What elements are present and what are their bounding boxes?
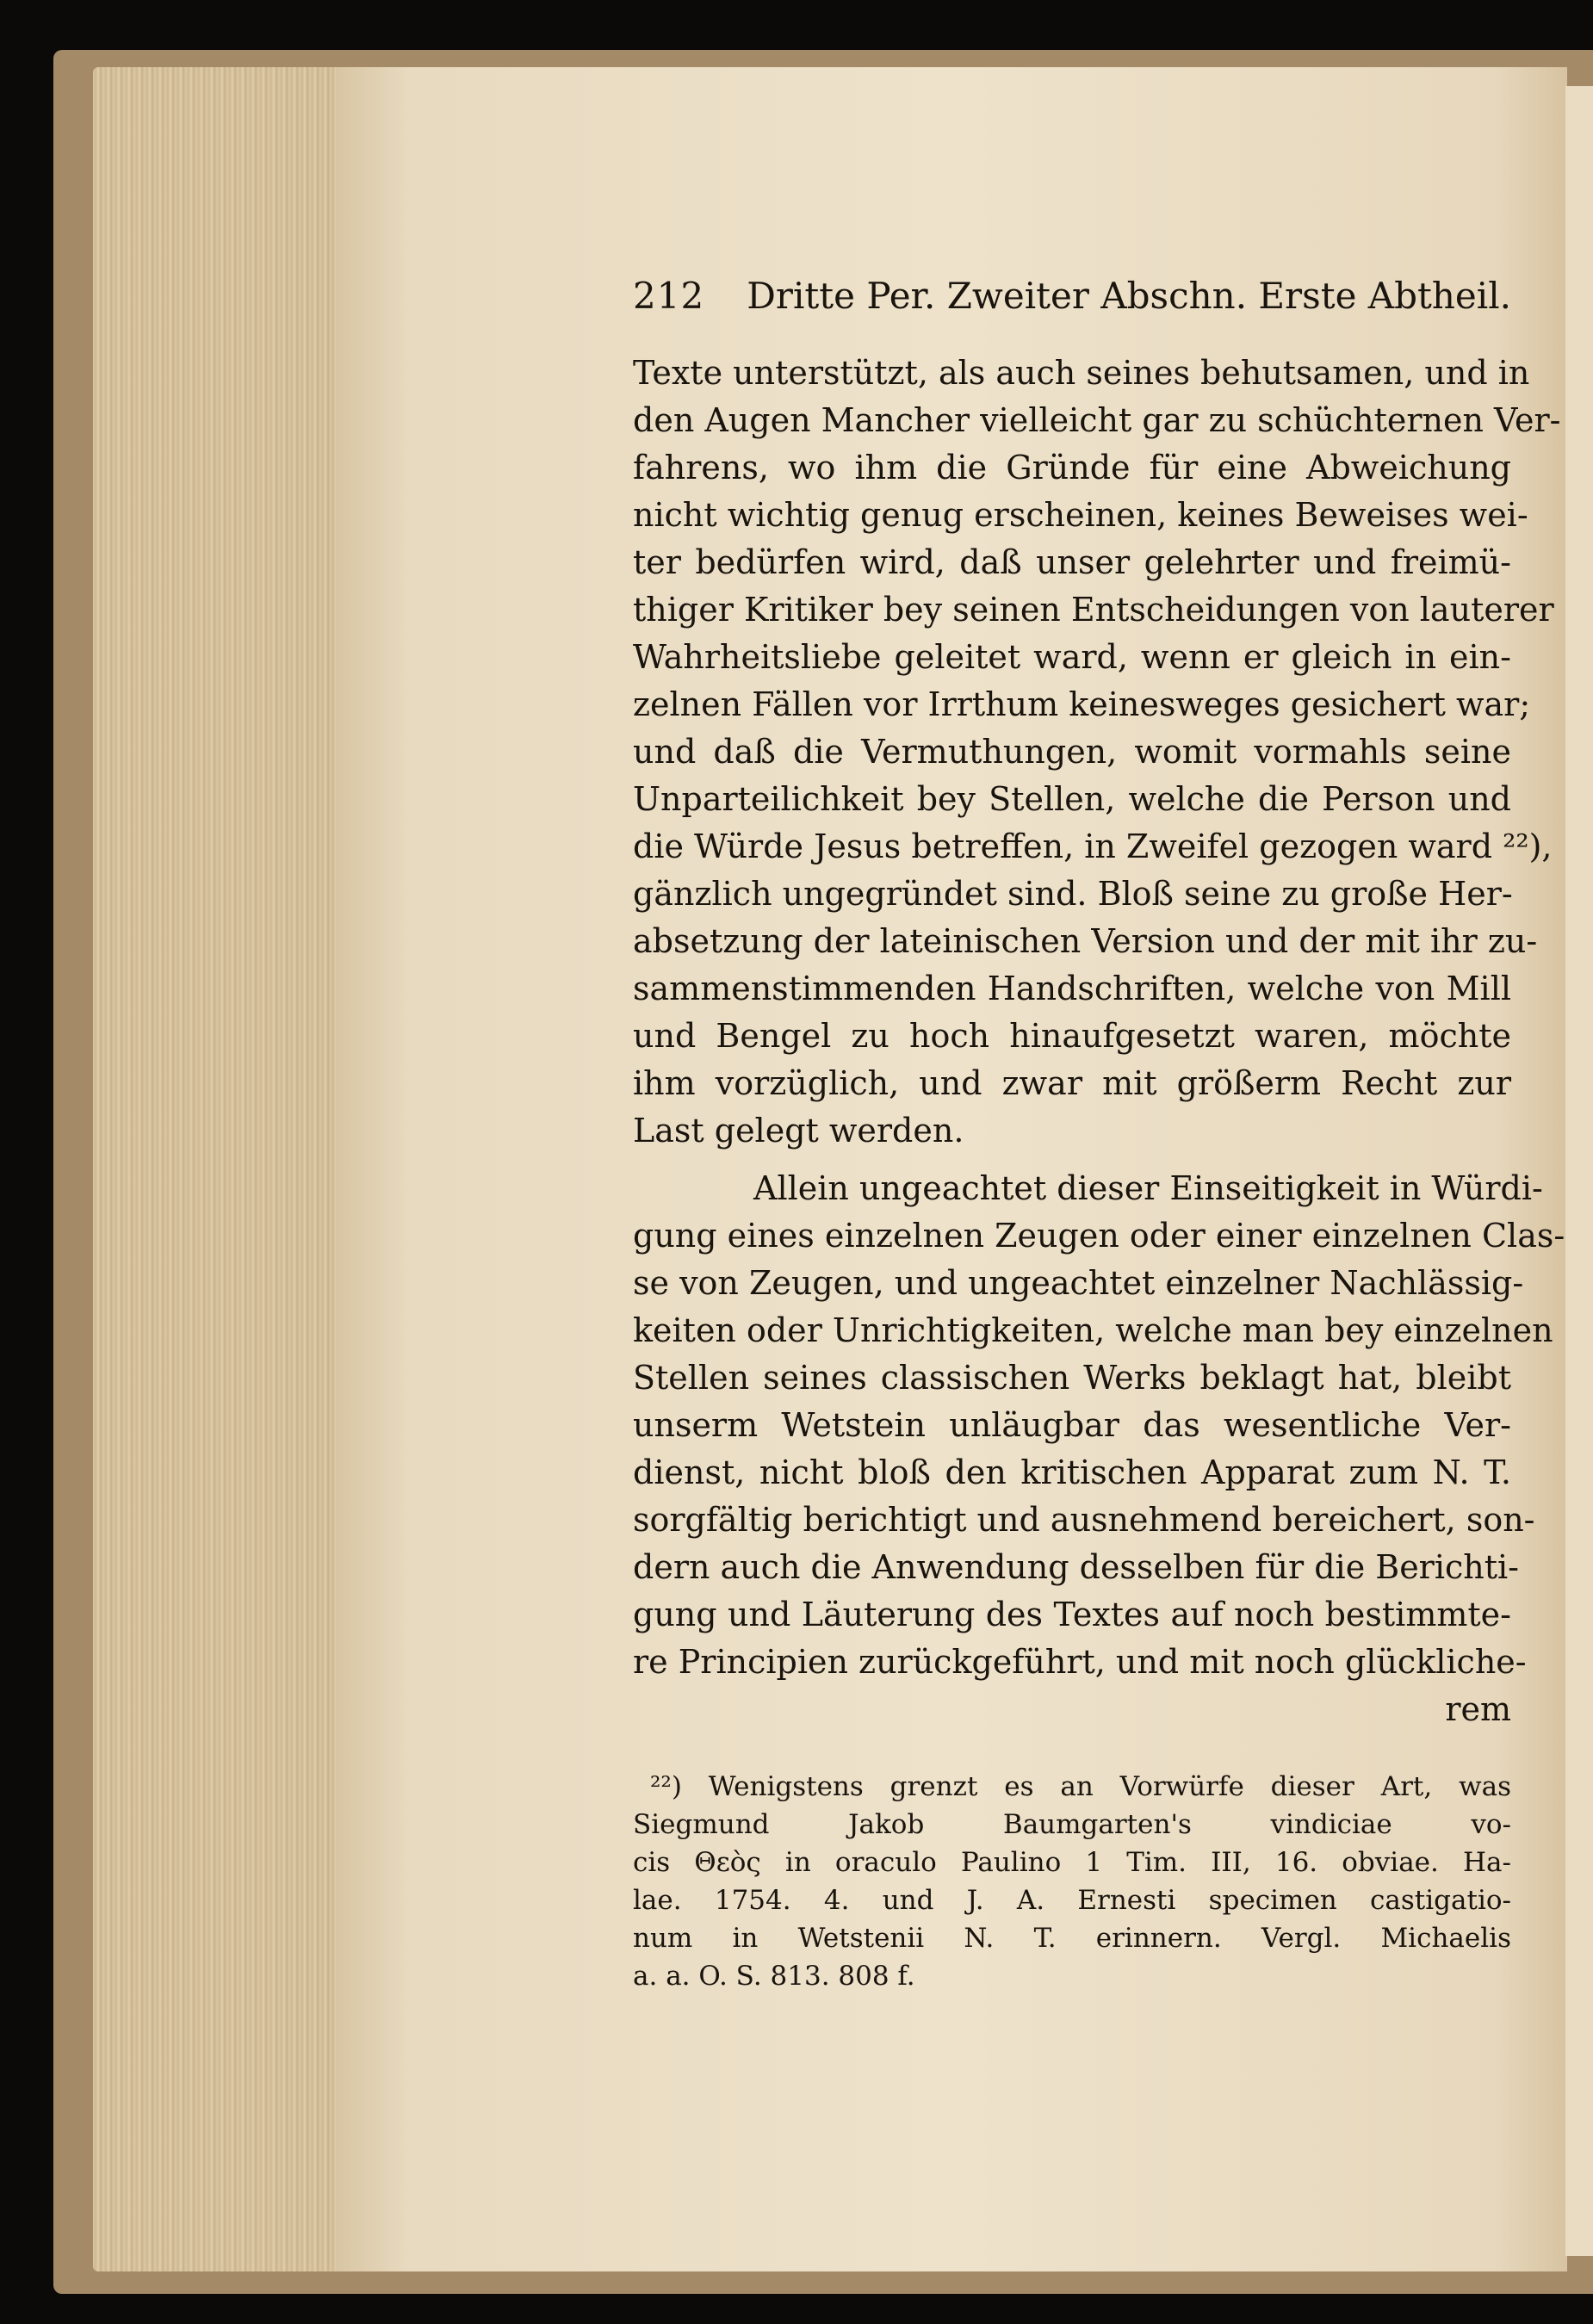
text-line: zelnen Fällen vor Irrthum keinesweges gesichert war; bbox=[633, 685, 1531, 723]
text-line: thiger Kritiker bey seinen Entscheidungen von lauterer bbox=[633, 591, 1554, 629]
text-line: den Augen Mancher vielleicht gar zu schüchternen Ver- bbox=[633, 401, 1561, 439]
page-stack-edges bbox=[93, 67, 351, 2271]
page-number: 212 bbox=[633, 275, 705, 317]
text-line: ter bedürfen wird, daß unser gelehrter und freimü- bbox=[633, 543, 1511, 581]
text-line: Wahrheitsliebe geleitet ward, wenn er gleich in ein- bbox=[633, 638, 1511, 676]
text-line: se von Zeugen, und ungeachtet einzelner Nachlässig- bbox=[633, 1264, 1524, 1302]
text-line: die Würde Jesus betreffen, in Zweifel gezogen ward ²²), bbox=[633, 827, 1553, 865]
text-line: unserm Wetstein unläugbar das wesentliche Ver- bbox=[633, 1406, 1511, 1444]
footnotes bbox=[633, 1768, 1511, 1995]
text-line: gänzlich ungegründet sind. Bloß seine zu große Her- bbox=[633, 875, 1513, 913]
text-line: Unparteilichkeit bey Stellen, welche die Person und bbox=[633, 780, 1511, 818]
text-line: re Principien zurückgeführt, und mit noch glückliche- bbox=[633, 1643, 1527, 1681]
text-line: sammenstimmenden Handschriften, welche von Mill bbox=[633, 970, 1511, 1007]
text-line: gung eines einzelnen Zeugen oder einer einzelnen Clas- bbox=[633, 1217, 1565, 1255]
catchword: rem bbox=[1445, 1690, 1511, 1728]
footnote-line: lae. 1754. 4. und J. A. Ernesti specimen castigatio- bbox=[633, 1885, 1511, 1916]
paragraph-2 bbox=[633, 1165, 1565, 1733]
text-line: ihm vorzüglich, und zwar mit größerm Recht zur bbox=[633, 1064, 1511, 1102]
text-line: sorgfältig berichtigt und ausnehmend bereichert, son- bbox=[633, 1501, 1535, 1539]
text-line: dern auch die Anwendung desselben für die Berichti- bbox=[633, 1548, 1520, 1586]
text-line: dienst, nicht bloß den kritischen Apparat zum N. T. bbox=[633, 1453, 1511, 1491]
facing-page-edge bbox=[1565, 86, 1593, 2256]
text-line: keiten oder Unrichtigkeiten, welche man bey einzelnen bbox=[633, 1311, 1553, 1349]
footnote-line: a. a. O. S. 813. 808 f. bbox=[633, 1961, 915, 1992]
text-line: Texte unterstützt, als auch seines behutsamen, und in bbox=[633, 354, 1530, 392]
text-line: absetzung der lateinischen Version und der mit ihr zu- bbox=[633, 922, 1538, 960]
page-text-block bbox=[633, 274, 1565, 1995]
text-line: nicht wichtig genug erscheinen, keines Beweises wei- bbox=[633, 496, 1528, 534]
text-line: und Bengel zu hoch hinaufgesetzt waren, möchte bbox=[633, 1017, 1511, 1055]
footnote-line: ²²) Wenigstens grenzt es an Vorwürfe dieser Art, was bbox=[650, 1771, 1511, 1802]
paragraph-1 bbox=[633, 350, 1561, 1155]
footnote-line: cis Θεὸς in oraculo Paulino 1 Tim. III, 16. obviae. Ha- bbox=[633, 1847, 1511, 1878]
footnote-line: Siegmund Jakob Baumgarten's vindiciae vo- bbox=[633, 1809, 1511, 1840]
running-head bbox=[633, 274, 1511, 319]
text-line: Stellen seines classischen Werks beklagt hat, bleibt bbox=[633, 1359, 1511, 1397]
text-line: gung und Läuterung des Textes auf noch bestimmte- bbox=[633, 1596, 1511, 1633]
text-line: und daß die Vermuthungen, womit vormahls seine bbox=[633, 733, 1511, 771]
footnote-line: num in Wetstenii N. T. erinnern. Vergl. Michaelis bbox=[633, 1923, 1511, 1954]
text-line: Allein ungeachtet dieser Einseitigkeit in Würdi- bbox=[753, 1169, 1543, 1207]
text-line: fahrens, wo ihm die Gründe für eine Abweichung bbox=[633, 449, 1511, 486]
running-title: Dritte Per. Zweiter Abschn. Erste Abtheil. bbox=[747, 275, 1511, 317]
text-line: Last gelegt werden. bbox=[633, 1112, 964, 1150]
